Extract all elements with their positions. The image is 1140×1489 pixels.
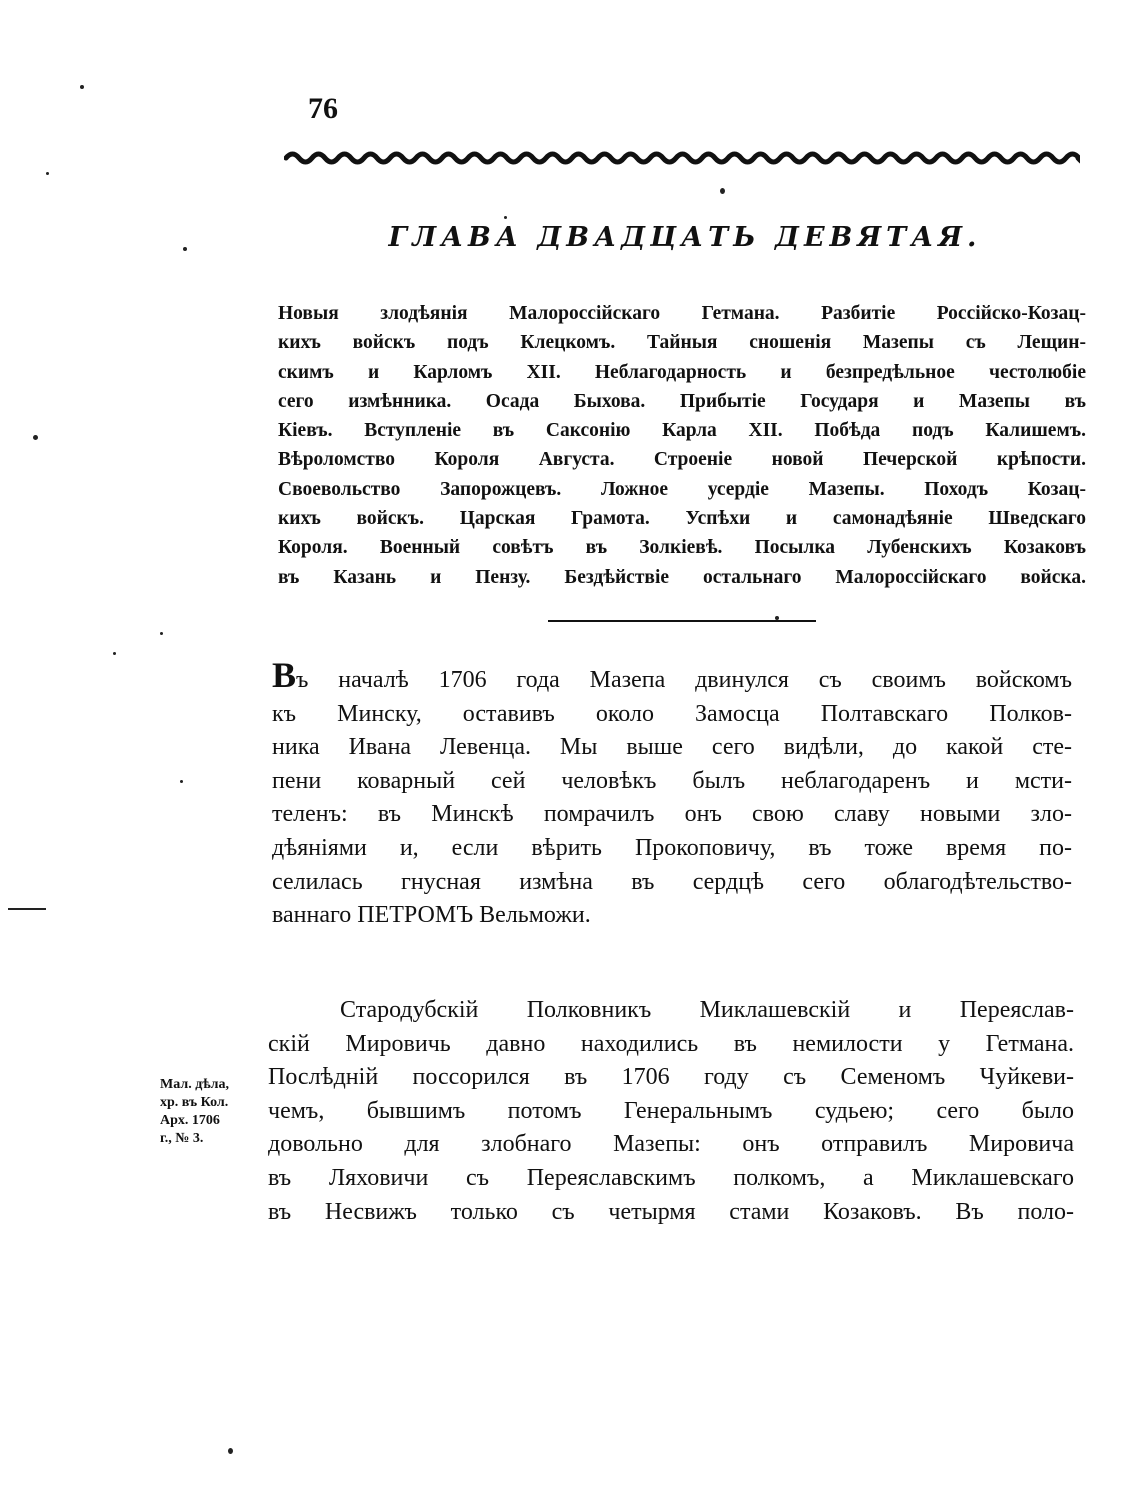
paragraph-line: въ Ляховичи съ Переяславскимъ полкомъ, а Миклашевскаго bbox=[268, 1164, 1074, 1191]
section-divider bbox=[548, 620, 816, 622]
scan-speck bbox=[180, 780, 183, 783]
scan-speck bbox=[228, 1448, 233, 1454]
chapter-title: ГЛАВА ДВАДЦАТЬ ДЕВЯТАЯ. bbox=[388, 222, 982, 253]
paragraph-line-text: Стародубскій Полковникъ Миклашевскій и Переяслав- bbox=[340, 997, 1074, 1023]
summary-line: кихъ войскъ. Царская Грамота. Успѣхи и самонадѣяніе Шведскаго bbox=[278, 508, 1086, 530]
paragraph-line: селилась гнусная измѣна въ сердцѣ сего облагодѣтельство- bbox=[272, 868, 1072, 895]
paragraph-line: ваннаго ПЕТРОМЪ Вельможи. bbox=[272, 902, 591, 929]
paragraph-line: скій Мировичь давно находились въ немилости у Гетмана. bbox=[268, 1030, 1074, 1057]
paragraph-line: дѣяніями и, если вѣрить Прокоповичу, въ тоже время по- bbox=[272, 834, 1072, 861]
margin-note-line: г., № 3. bbox=[160, 1131, 204, 1146]
paragraph-line: къ Минску, оставивъ около Замосца Полтавскаго Полков- bbox=[272, 700, 1072, 727]
paragraph-line bbox=[268, 994, 1074, 1028]
summary-line: Кіевъ. Вступленіе въ Саксонію Карла XII. Побѣда подъ Калишемъ. bbox=[278, 420, 1086, 442]
scan-speck bbox=[504, 216, 507, 219]
scan-speck bbox=[80, 85, 84, 89]
margin-reference-note bbox=[160, 1076, 268, 1148]
summary-line: Своевольство Запорожцевъ. Ложное усердіе Мазепы. Походъ Козац- bbox=[278, 478, 1086, 500]
scan-speck bbox=[775, 616, 779, 620]
body-paragraph-2 bbox=[268, 994, 1074, 1229]
chapter-summary bbox=[278, 299, 1086, 592]
paragraph-line bbox=[272, 657, 1072, 698]
paragraph-line: въ Несвижъ только съ четырмя стами Козаковъ. Въ поло- bbox=[268, 1198, 1074, 1225]
summary-line: сего измѣнника. Осада Быхова. Прибытіе Государя и Мазепы въ bbox=[278, 390, 1086, 412]
drop-initial: В bbox=[272, 655, 297, 695]
margin-note-line: Арх. 1706 bbox=[160, 1113, 220, 1128]
scan-speck bbox=[183, 247, 187, 251]
scan-speck bbox=[113, 652, 116, 655]
summary-line: Короля. Военный совѣтъ въ Золкіевѣ. Посылка Лубенскихъ Козаковъ bbox=[278, 537, 1086, 559]
paragraph-line: довольно для злобнаго Мазепы: онъ отправилъ Мировича bbox=[268, 1131, 1074, 1158]
summary-line: въ Казань и Пензу. Бездѣйствіе остальнаго Малороссійскаго войска. bbox=[278, 566, 1086, 588]
paragraph-line: чемъ, бывшимъ потомъ Генеральнымъ судьею; сего было bbox=[268, 1097, 1074, 1124]
ornament-wave bbox=[286, 154, 1080, 162]
paragraph-line: ника Ивана Левенца. Мы выше сего видѣли, до какой сте- bbox=[272, 734, 1072, 761]
scan-speck bbox=[720, 188, 725, 194]
summary-line: скимъ и Карломъ XII. Неблагодарность и безпредѣльное честолюбіе bbox=[278, 361, 1086, 383]
summary-line: Вѣроломство Короля Августа. Строеніе новой Печерской крѣпости. bbox=[278, 449, 1086, 471]
first-line-text: ъ началѣ 1706 года Мазепа двинулся съ своимъ войскомъ bbox=[296, 667, 1072, 693]
scan-speck bbox=[33, 435, 38, 440]
scan-speck bbox=[160, 632, 163, 635]
page-number: 76 bbox=[308, 92, 338, 125]
body-paragraph-1 bbox=[272, 657, 1072, 933]
summary-line: Новыя злодѣянія Малороссійскаго Гетмана. Разбитіе Россійско-Козац- bbox=[278, 303, 1086, 324]
scan-mark bbox=[8, 908, 46, 910]
margin-note-line: Мал. дѣла, bbox=[160, 1077, 230, 1092]
paragraph-line: пени коварный сей человѣкъ былъ неблагодаренъ и мсти- bbox=[272, 767, 1072, 794]
paragraph-line: теленъ: въ Минскѣ помрачилъ онъ свою славу новыми зло- bbox=[272, 801, 1072, 828]
margin-note-line: хр. въ Кол. bbox=[160, 1095, 229, 1110]
wavy-ornament-rule bbox=[284, 146, 1080, 170]
paragraph-line: Послѣдній поссорился въ 1706 году съ Семеномъ Чуйкеви- bbox=[268, 1064, 1074, 1091]
summary-line: кихъ войскъ подъ Клецкомъ. Тайныя сношенія Мазепы съ Лещин- bbox=[278, 332, 1086, 354]
scan-speck bbox=[46, 172, 49, 175]
